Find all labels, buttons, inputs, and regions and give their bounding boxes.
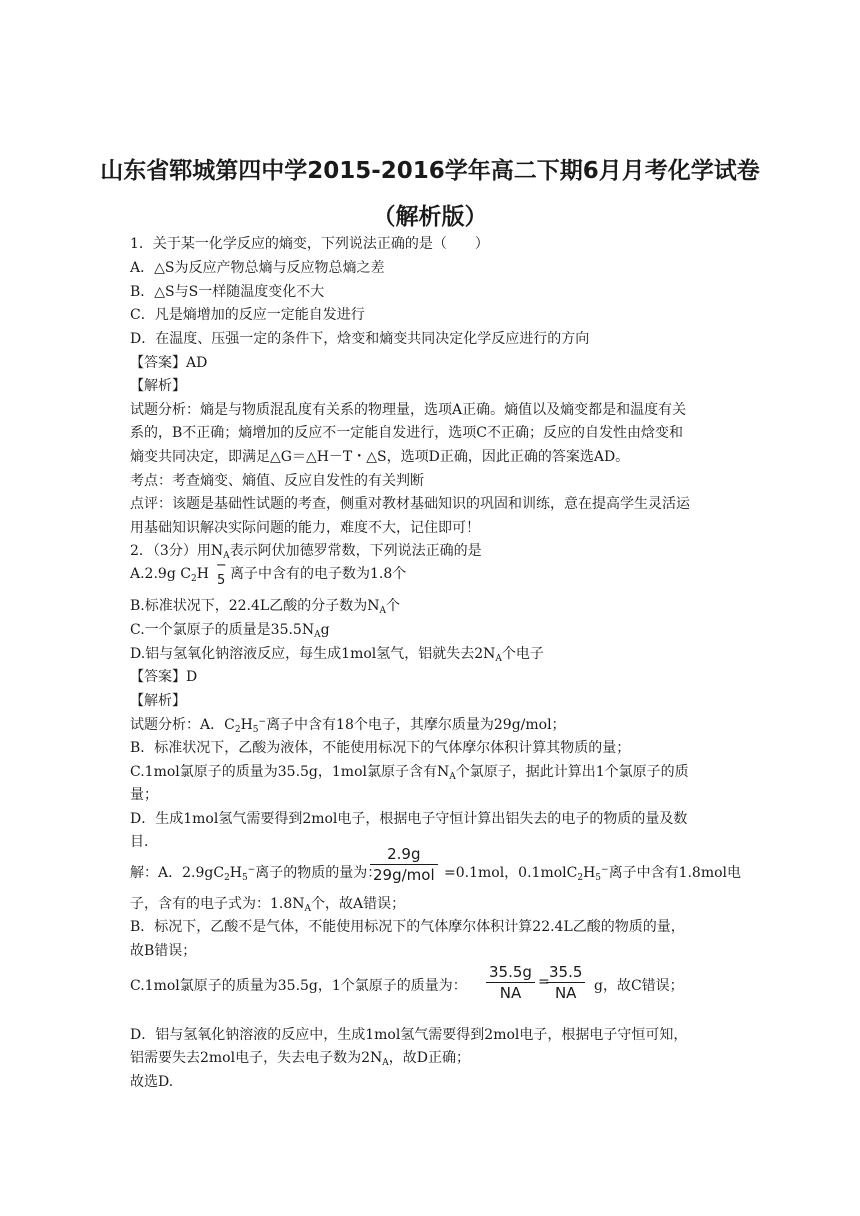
q1-analysis-heading: 【解析】	[130, 378, 186, 394]
q2-analysis-c-cont: 量；	[130, 787, 158, 803]
q1-kaodian: 考点：考查熵变、熵值、反应自发性的有关判断	[130, 473, 424, 489]
q1-analysis-line: 熵变共同决定，即满足△G＝△H－T・△S，选项D正确，因此正确的答案选AD。	[130, 449, 630, 465]
q2-answer: 【答案】D	[130, 669, 198, 685]
q2-solution-a-fraction: 2.9g 29g/mol	[370, 845, 438, 884]
q2-analysis-a: 试题分析：A．$C_2H_5^-$离子中含有18个电子，其摩尔质量为29g/mol；	[130, 717, 566, 735]
q1-stem: 1．关于某一化学反应的熵变，下列说法正确的是（ ）	[130, 236, 489, 252]
q2-analysis-d: D．生成1mol氢气需要得到2mol电子，根据电子守恒计算出铝失去的电子的物质的量及数	[130, 811, 688, 827]
q2-stem: 2．（3分）用$N_A$表示阿伏加德罗常数，下列说法正确的是	[130, 543, 482, 561]
q2-solution-a-pre: 解：A．$2.9gC_2H_5^-$离子的物质的量为：	[130, 865, 382, 883]
q2-final-choice: 故选D.	[130, 1074, 174, 1090]
q1-comment-line: 用基础知识解决实际问题的能力，难度不大，记住即可！	[130, 520, 480, 536]
q2-analysis-heading: 【解析】	[130, 693, 186, 709]
q1-analysis-line: 系的，B不正确；熵增加的反应不一定能自发进行，选项C不正确；反应的自发性由焓变和	[130, 425, 683, 441]
q2-solution-c-post: g，故C错误；	[594, 978, 684, 994]
q1-option-d: D．在温度、压强一定的条件下，焓变和熵变共同决定化学反应进行的方向	[130, 331, 590, 347]
q1-option-a: A．△S为反应产物总熵与反应物总熵之差	[130, 260, 385, 276]
q2-solution-c-fraction-1: $\frac{35.5g}{NA}$	[486, 963, 535, 1002]
document-subtitle: （解析版）	[372, 204, 488, 230]
q2-option-b: B.标准状况下，22.4L乙酸的分子数为$N_A$个	[130, 598, 400, 616]
q2-solution-a-post: =0.1mol，$0.1molC_2H_5^-$离子中含有1.8mol电	[444, 865, 742, 883]
q2-option-a-ion-charge: − 5	[215, 558, 227, 588]
q2-solution-b: B．标况下，乙酸不是气体，不能使用标况下的气体摩尔体积计算22.4L乙酸的物质的量，	[130, 919, 685, 935]
q1-option-c: C．凡是熵增加的反应一定能自发进行	[130, 307, 365, 323]
q2-solution-d: D．铝与氢氧化钠溶液的反应中，生成1mol氢气需要得到2mol电子，根据电子守恒可知，	[130, 1027, 688, 1043]
q2-solution-c-equals: =	[538, 974, 550, 990]
q2-analysis-c: C.1mol氯原子的质量为35.5g，1mol氯原子含有$N_A$个氯原子，据此计算出1个氯原子的质	[130, 764, 689, 782]
q1-comment-line: 点评：该题是基础性试题的考查，侧重对教材基础知识的巩固和训练，意在提高学生灵活运	[130, 496, 690, 512]
q2-option-d: D.铝与氢氧化钠溶液反应，每生成1mol氢气，铝就失去$2N_A$个电子	[130, 646, 544, 664]
q2-solution-c-pre: C.1mol氯原子的质量为35.5g，1个氯原子的质量为：	[130, 978, 467, 994]
q1-answer: 【答案】AD	[130, 355, 208, 371]
q2-option-c: C.一个氯原子的质量是$35.5N_Ag$	[130, 622, 330, 640]
q2-option-a: A.2.9g $C_2H$	[130, 566, 209, 584]
q2-solution-a-cont: 子，含有的电子式为：$1.8N_A$个，故A错误；	[130, 896, 406, 914]
q2-solution-c-fraction-2: $\frac{35.5}{NA}$	[546, 963, 585, 1002]
q2-option-a-text: 离子中含有的电子数为1.8个	[230, 566, 407, 582]
q1-analysis-line: 试题分析：熵是与物质混乱度有关系的物理量，选项A正确。熵值以及熵变都是和温度有关	[130, 402, 687, 418]
q2-analysis-b: B．标准状况下，乙酸为液体，不能使用标况下的气体摩尔体积计算其物质的量；	[130, 740, 631, 756]
q2-solution-b-cont: 故B错误；	[130, 943, 197, 959]
q2-solution-d-cont: 铝需要失去2mol电子，失去电子数为$2N_A$，故D正确；	[130, 1050, 470, 1068]
document-title: 山东省郓城第四中学2015-2016学年高二下期6月月考化学试卷	[100, 158, 760, 184]
q2-analysis-d-cont: 目．	[130, 834, 158, 850]
q1-option-b: B．△S与S一样随温度变化不大	[130, 284, 325, 300]
